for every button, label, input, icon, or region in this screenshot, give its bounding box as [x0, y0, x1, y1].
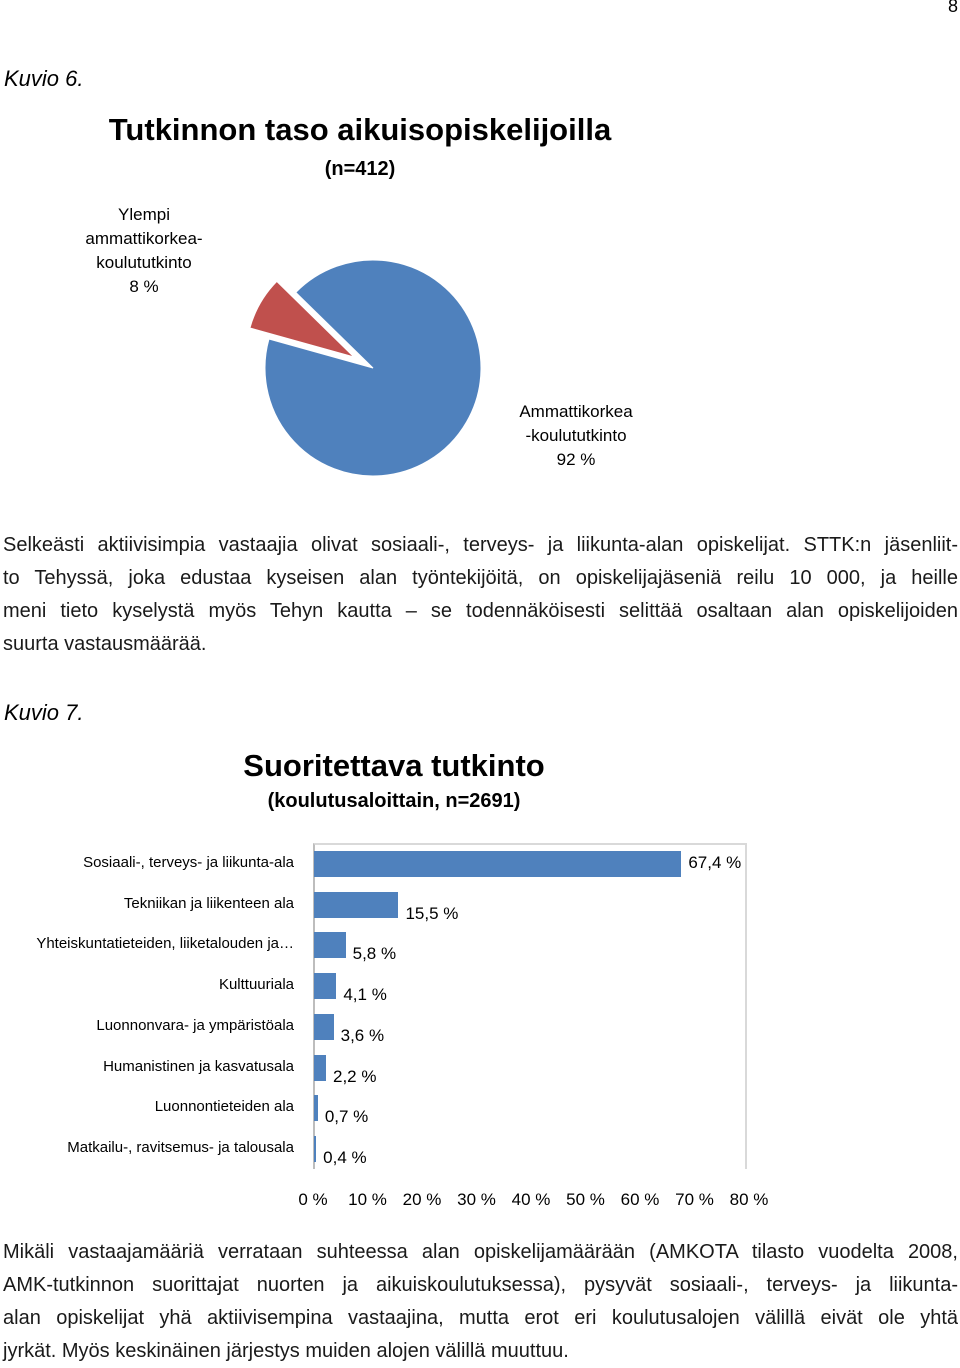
bar — [314, 1136, 316, 1162]
paragraph-line: Mikäli vastaajamääriä verrataan suhteessa alan opiskelijamäärään (AMKOTA tilasto vuodelta 2008, — [3, 1241, 958, 1263]
page-number: 8 — [947, 0, 958, 16]
category-label: Luonnontieteiden ala — [154, 1098, 294, 1116]
paragraph-line: meni tieto kyselystä myös Tehyn kautta – se todennäköisesti selittää osaltaan alan opiskelijoiden — [3, 600, 958, 622]
category-label: Luonnonvara- ja ympäristöala — [96, 1016, 294, 1034]
paragraph-line: alan opiskelijat yhä aktiivisempina vastaajina, mutta erot eri koulutusalojen välillä eivät ole yhtä — [3, 1307, 958, 1329]
pie-label-major — [500, 400, 652, 472]
body-paragraph-1 — [3, 529, 958, 661]
bar — [314, 892, 398, 918]
pie-label-minor-line: ammattikorkea- — [85, 229, 203, 248]
category-label: Kulttuuriala — [218, 976, 294, 994]
paragraph-line: to Tehyssä, joka edustaa kyseisen alan työntekijöitä, on opiskelijajäseniä reilu 10 000, ja heille — [3, 567, 958, 589]
x-tick-label: 0 % — [298, 1190, 328, 1209]
pie-label-major-line: -koulututkinto — [525, 426, 627, 445]
pie-label-minor-line: Ylempi — [118, 205, 170, 224]
paragraph-line: suurta vastausmäärää. — [3, 633, 207, 655]
x-tick-label: 60 % — [620, 1190, 660, 1209]
paragraph-line: AMK-tutkinnon suorittajat nuorten ja aikuiskoulutuksessa), pysyvät sosiaali-, terveys- ja liikunta- — [3, 1274, 958, 1296]
paragraph-line: Selkeästi aktiivisimpia vastaajia olivat sosiaali-, terveys- ja liikunta-alan opiskelijat. STTK:n jäsenliit- — [3, 534, 958, 556]
category-label: Tekniikan ja liikenteen ala — [123, 894, 294, 912]
bar-value-label: 15,5 % — [405, 903, 459, 923]
pie-label-minor — [76, 203, 212, 299]
bar-value-label: 5,8 % — [352, 944, 397, 964]
bar — [314, 932, 346, 958]
x-tick-label: 70 % — [675, 1190, 714, 1209]
category-label: Sosiaali-, terveys- ja liikunta-ala — [83, 854, 294, 871]
pie-label-major-value: 92 % — [556, 450, 596, 469]
bar — [314, 973, 336, 999]
pie-label-minor-line: koulututkinto — [96, 253, 192, 272]
x-tick-label: 10 % — [348, 1190, 387, 1209]
paragraph-line: jyrkät. Myös keskinäinen järjestys muiden alojen välillä muuttuu. — [3, 1340, 569, 1362]
category-label: Humanistinen ja kasvatusala — [103, 1057, 294, 1075]
bar — [314, 1055, 326, 1081]
bar-value-label: 4,1 % — [343, 985, 387, 1005]
bar-chart-title: Suoritettava tutkinto — [243, 748, 545, 783]
bar-value-label: 0,4 % — [323, 1147, 367, 1167]
body-paragraph-2 — [3, 1236, 958, 1368]
pie-slice-major — [265, 260, 481, 476]
bar — [314, 1095, 318, 1121]
x-tick-label: 80 % — [729, 1190, 769, 1209]
bar — [314, 1014, 334, 1040]
bar-chart-subtitle: (koulutusaloittain, n=2691) — [267, 790, 521, 812]
figure-caption: Kuvio 6. — [4, 66, 84, 91]
category-label: Matkailu-, ravitsemus- ja talousala — [67, 1138, 294, 1156]
x-tick-label: 30 % — [457, 1190, 496, 1209]
pie-chart-subtitle: (n=412) — [324, 158, 396, 180]
bar-value-label: 2,2 % — [332, 1066, 377, 1086]
x-tick-label: 40 % — [511, 1190, 551, 1209]
bar — [314, 851, 681, 877]
pie-chart-title: Tutkinnon taso aikuisopiskelijoilla — [108, 112, 612, 147]
pie-label-major-line: Ammattikorkea — [519, 402, 633, 421]
pie-label-minor-value: 8 % — [129, 277, 159, 296]
x-tick-label: 20 % — [402, 1190, 442, 1209]
bar-value-label: 3,6 % — [340, 1025, 385, 1045]
x-tick-label: 50 % — [566, 1190, 605, 1209]
category-label: Yhteiskuntatieteiden, liiketalouden ja… — [36, 935, 294, 953]
bar-value-label: 0,7 % — [324, 1107, 369, 1127]
bar-value-label: 67,4 % — [688, 853, 742, 872]
figure-caption: Kuvio 7. — [4, 700, 84, 725]
